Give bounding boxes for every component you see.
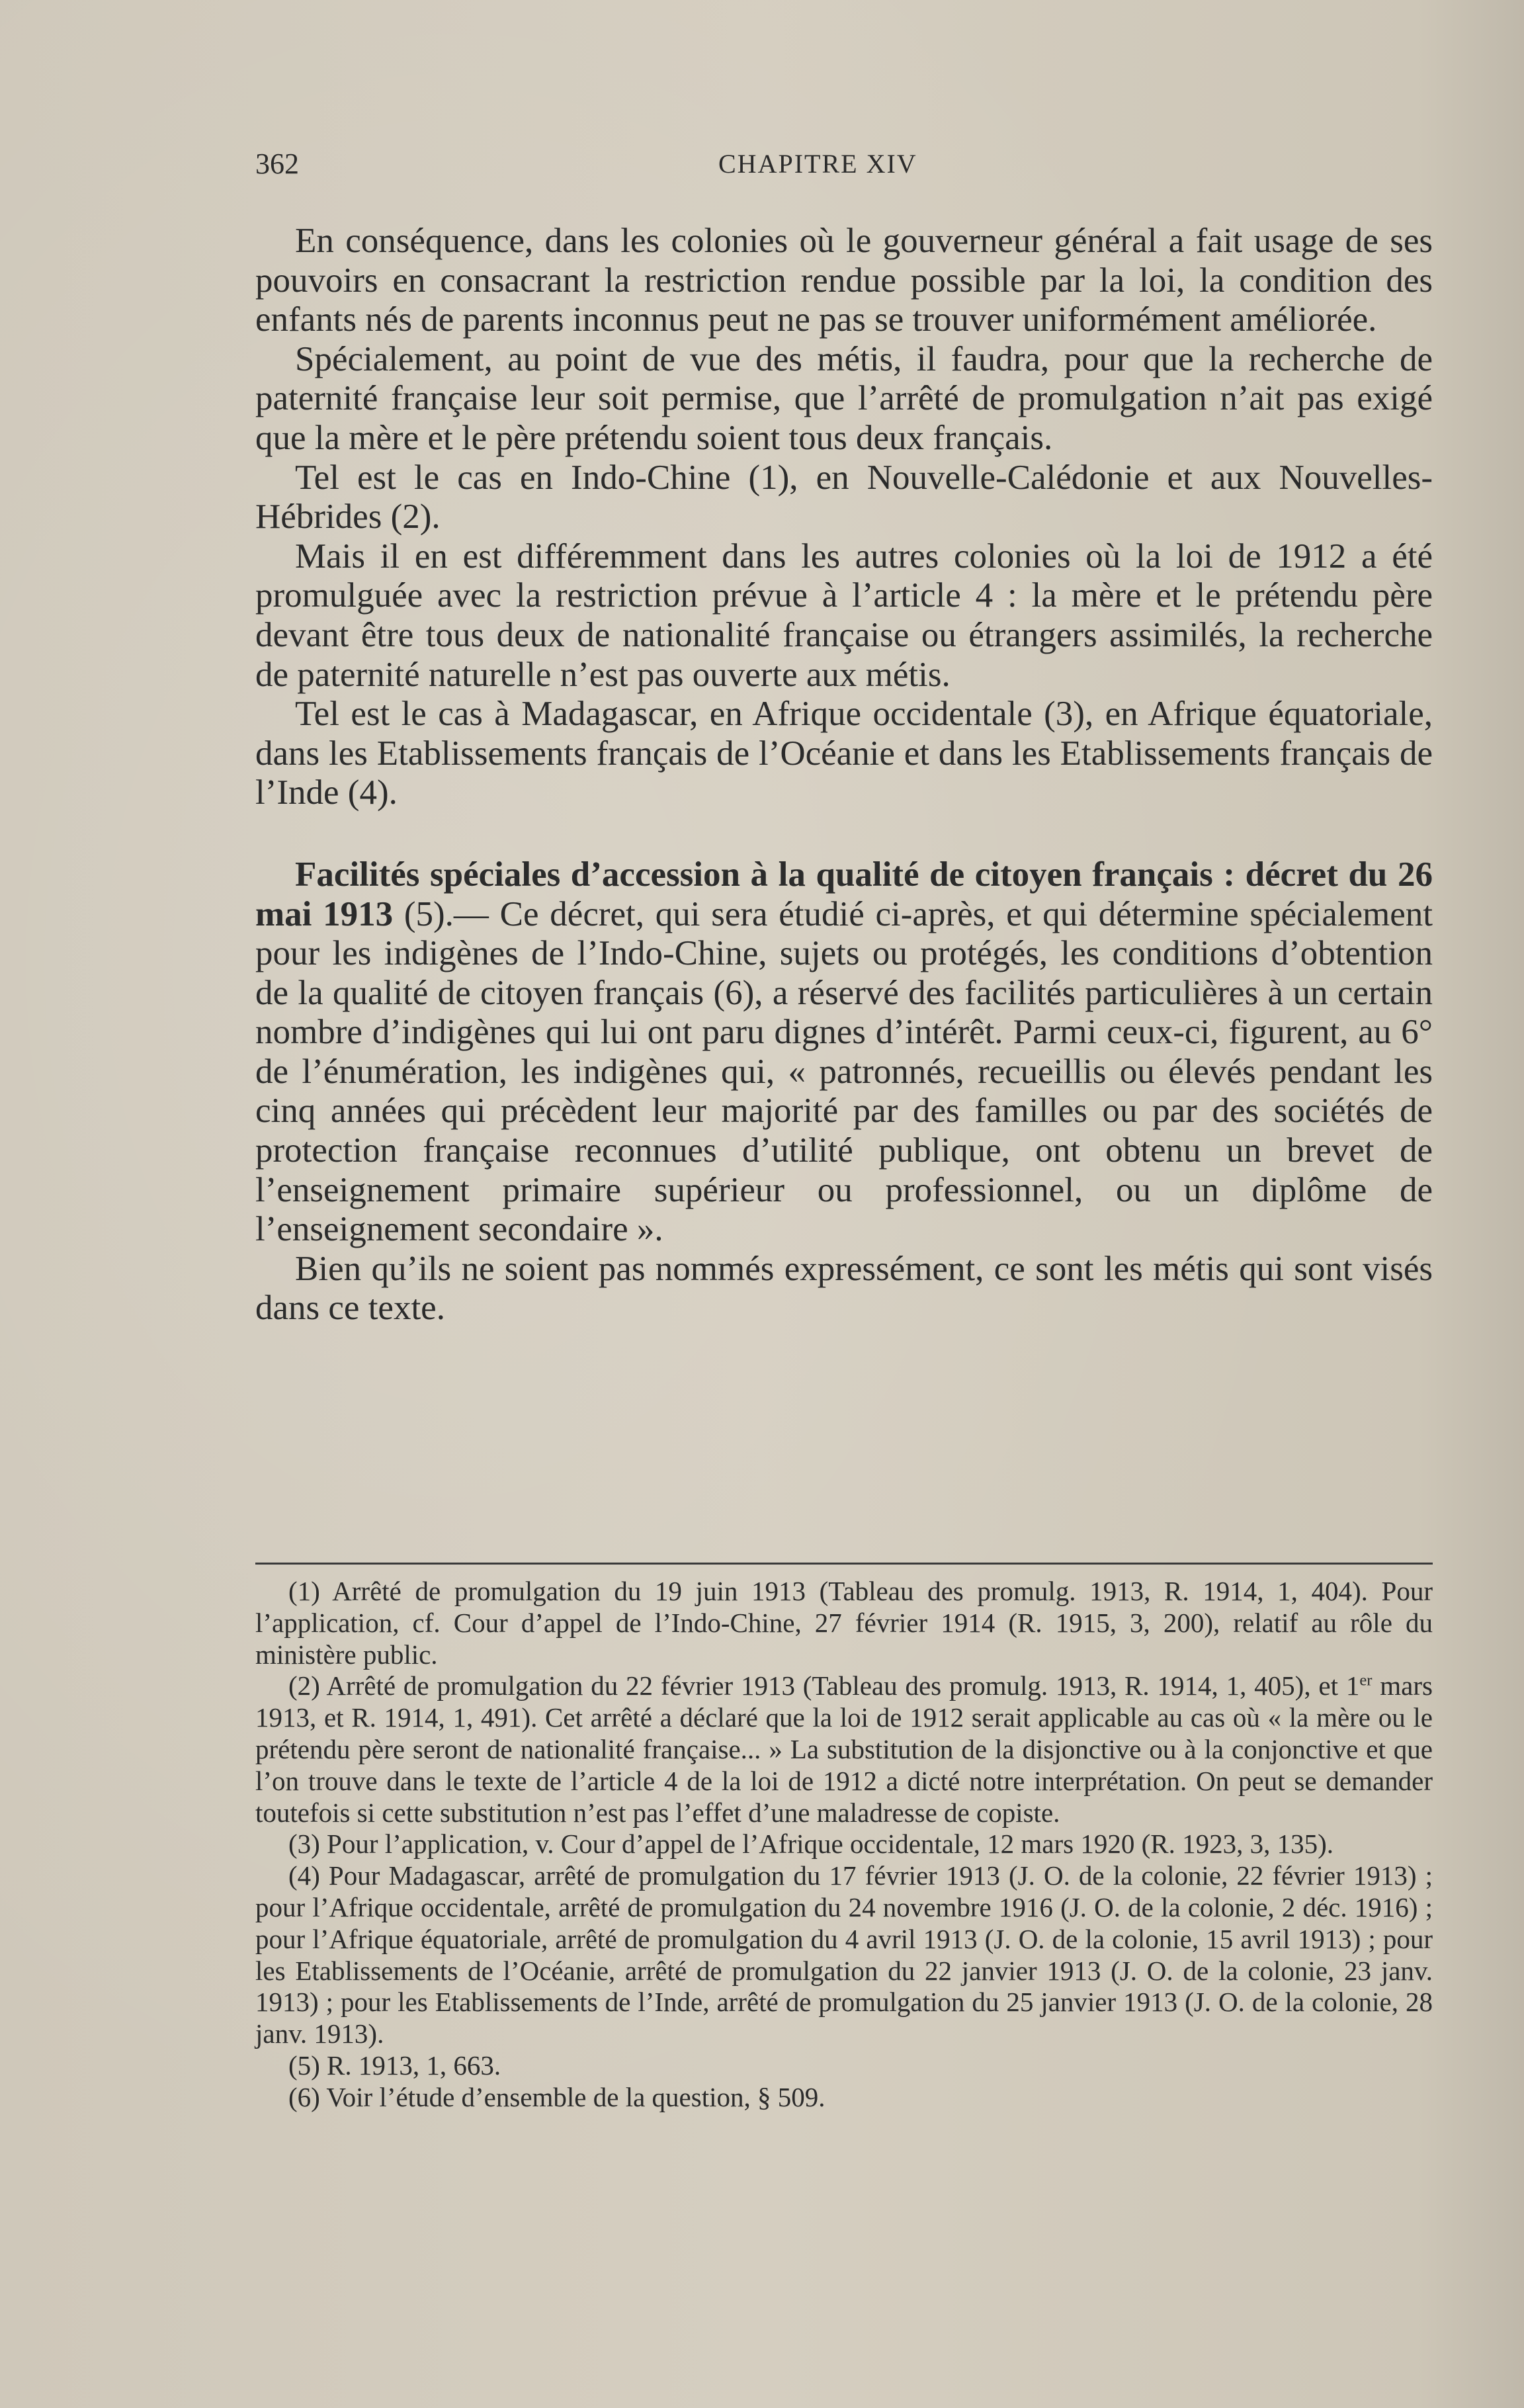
footnote-text: (2) Arrêté de promulgation du 22 février 1913 (Tableau des promulg. 1913, R. 1914, 1, 405), et 1 xyxy=(288,1670,1360,1701)
footnotes xyxy=(255,1576,1433,2114)
paragraph: Mais il en est différemment dans les autres colonies où la loi de 1912 a été promulguée avec la restriction prévue à l’article 4 : la mère et le prétendu père devant être tous deux de nationalité française ou étrangers assimilés, la recherche de paternité naturelle n’est pas ouverte aux métis. xyxy=(255,537,1433,694)
footnote: (6) Voir l’étude d’ensemble de la question, § 509. xyxy=(288,2081,826,2112)
main-text xyxy=(255,222,1433,1328)
footnote: (3) Pour l’application, v. Cour d’appel de l’Afrique occidentale, 12 mars 1920 (R. 1923, 3, 135). xyxy=(288,1828,1334,1860)
section-text: (5).— Ce décret, qui sera étudié ci-après, et qui détermine spécialement pour les indigènes de l’Indo-Chine, sujets ou protégés, les conditions d’obtention de la qualité de citoyen français (6), a réservé des facilités particulières à un certain nombre d’indigènes qui lui ont paru dignes d’intérêt. Parmi ceux-ci, figurent, au 6° de l’énumération, les indigènes qui, « patronnés, recueillis ou élevés pendant les cinq années qui précèdent leur majorité par des familles ou par des sociétés de protection française reconnues d’utilité publique, ont obtenu un brevet de l’enseignement primaire supérieur ou professionnel, ou un diplôme de l’enseignement secondaire ». xyxy=(255,894,1433,1249)
footnote-text: mars 1913, et R. 1914, 1, 491). Cet arrêté a déclaré que la loi de 1912 serait applicable au cas où « la mère ou le prétendu père seront de nationalité française... » La substitution de la disjonctive ou à la conjonctive et que l’on trouve dans le texte de l’article 4 de la loi de 1912 a dicté notre interprétation. On peut se demander toutefois si cette substitution n’est pas l’effet d’une maladresse de copiste. xyxy=(255,1670,1433,1828)
footnote: (5) R. 1913, 1, 663. xyxy=(288,2049,501,2081)
paragraph: Spécialement, au point de vue des métis, il faudra, pour que la recherche de paternité française leur soit permise, que l’arrêté de promulgation n’ait pas exigé que la mère et le père prétendu soient tous deux français. xyxy=(255,339,1433,457)
superscript: er xyxy=(1359,1671,1373,1690)
footnote: (1) Arrêté de promulgation du 19 juin 1913 (Tableau des promulg. 1913, R. 1914, 1, 404). Pour l’application, cf. Cour d’appel de l’Indo-Chine, 27 février 1914 (R. 1915, 3, 200), relatif au rôle du ministère public. xyxy=(255,1576,1433,1670)
section-paragraph xyxy=(255,855,1433,1250)
paragraph: Tel est le cas en Indo-Chine (1), en Nouvelle-Calédonie et aux Nouvelles-Hébrides (2). xyxy=(255,458,1433,537)
footnote: (4) Pour Madagascar, arrêté de promulgation du 17 février 1913 (J. O. de la colonie, 22 février 1913) ; pour l’Afrique occidentale, arrêté de promulgation du 24 novembre 1916 (J. O. de la colonie, 2 déc. 1916) ; pour l’Afrique équatoriale, arrêté de promulgation du 4 avril 1913 (J. O. de la colonie, 15 avril 1913) ; pour les Etablissements de l’Océanie, arrêté de promulgation du 22 janvier 1913 (J. O. de la colonie, 23 janv. 1913) ; pour les Etablissements de l’Inde, arrêté de promulgation du 25 janvier 1913 (J. O. de la colonie, 28 janv. 1913). xyxy=(255,1860,1433,2049)
paragraph: En conséquence, dans les colonies où le gouverneur général a fait usage de ses pouvoirs en consacrant la restriction rendue possible par la loi, la condition des enfants nés de parents inconnus peut ne pas se trouver uniformément améliorée. xyxy=(255,222,1433,339)
page-header xyxy=(255,147,1433,187)
footnote-rule xyxy=(255,1563,1433,1565)
page-number: 362 xyxy=(255,148,299,180)
paragraph: Bien qu’ils ne soient pas nommés expressément, ce sont les métis qui sont visés dans ce texte. xyxy=(255,1249,1433,1328)
section-title: Facilités spéciales d’accession à la qualité de citoyen français : décret du 26 mai 1913 xyxy=(255,855,1433,933)
running-head: CHAPITRE XIV xyxy=(718,149,917,179)
footnote xyxy=(255,1670,1433,1828)
paragraph: Tel est le cas à Madagascar, en Afrique occidentale (3), en Afrique équatoriale, dans les Etablissements français de l’Océanie et dans les Etablissements français de l’Inde (4). xyxy=(255,695,1433,812)
